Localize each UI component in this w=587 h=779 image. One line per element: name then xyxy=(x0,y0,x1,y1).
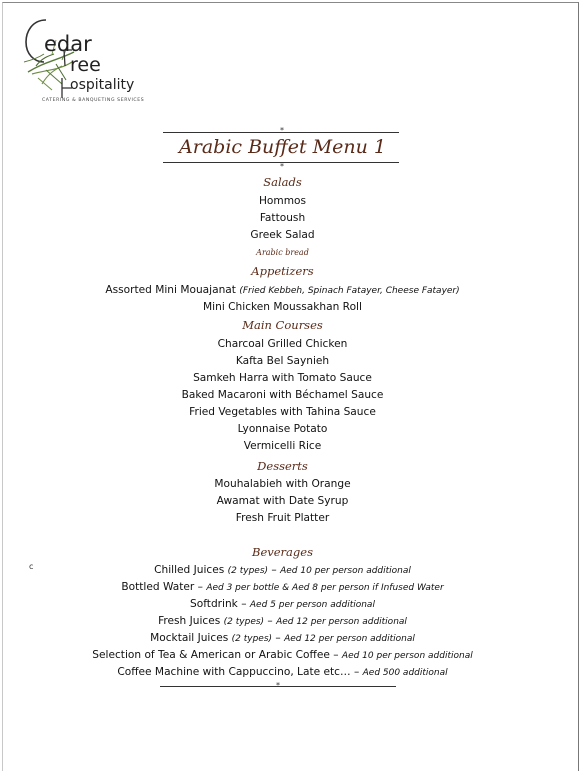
beverage-price: Aed 5 per person additional xyxy=(249,600,375,610)
appetizer-name: Assorted Mini Mouajanat xyxy=(105,284,236,296)
menu-title: Arabic Buffet Menu 1 xyxy=(179,136,386,158)
beverage-dash: – xyxy=(350,666,363,678)
appetizer-detail: (Fried Kebbeh, Spinach Fatayer, Cheese Fatayer) xyxy=(239,286,460,296)
beverage-qualifier: (2 types) xyxy=(231,634,273,644)
beverage-price: Aed 12 per person additional xyxy=(284,634,415,644)
beverage-name: Chilled Juices xyxy=(154,564,228,576)
beverage-price: Aed 12 per person additional xyxy=(276,617,407,627)
beverage-name: Softdrink xyxy=(190,598,238,610)
logo-word-tree: ree xyxy=(70,54,101,76)
logo-word-hospitality: ospitality xyxy=(70,77,135,93)
salad-item: Hommos xyxy=(258,195,307,207)
title-top-star: * xyxy=(280,126,284,135)
section-heading-desserts: Desserts xyxy=(257,459,308,473)
main-course-item: Baked Macaroni with Béchamel Sauce xyxy=(181,389,384,401)
appetizer-item xyxy=(0,301,565,313)
beverage-dash: – xyxy=(268,564,281,576)
beverage-item xyxy=(0,598,565,610)
main-course-item: Lyonnaise Potato xyxy=(237,423,328,435)
appetizer-name: Mini Chicken Moussakhan Roll xyxy=(203,301,362,313)
section-heading-main-courses: Main Courses xyxy=(242,318,323,332)
beverage-item xyxy=(0,581,565,593)
beverage-name: Coffee Machine with Cappuccino, Late etc… xyxy=(117,666,351,678)
beverage-item xyxy=(0,666,565,678)
beverage-name: Selection of Tea & American or Arabic Coffee xyxy=(92,649,330,661)
beverage-dash: – xyxy=(329,649,342,661)
bottom-divider-star: * xyxy=(276,681,280,690)
main-course-item: Samkeh Harra with Tomato Sauce xyxy=(193,372,372,384)
main-course-item: Fried Vegetables with Tahina Sauce xyxy=(189,406,376,418)
main-course-item: Kafta Bel Saynieh xyxy=(235,355,330,367)
beverage-name: Mocktail Juices xyxy=(150,632,232,644)
beverage-dash: – xyxy=(264,615,277,627)
main-course-item: Vermicelli Rice xyxy=(243,440,322,452)
beverage-price: Aed 10 per person additional xyxy=(341,651,473,661)
dessert-item: Mouhalabieh with Orange xyxy=(214,478,351,490)
beverage-name: Bottled Water xyxy=(121,581,195,593)
beverage-price: Aed 10 per person additional xyxy=(280,566,411,576)
salad-item: Greek Salad xyxy=(250,229,315,241)
beverage-qualifier: (2 types) xyxy=(223,617,265,627)
beverage-qualifier: (2 types) xyxy=(227,566,269,576)
section-heading-salads: Salads xyxy=(263,175,302,189)
title-bottom-star: * xyxy=(280,162,284,171)
dessert-item: Fresh Fruit Platter xyxy=(235,512,330,524)
company-logo xyxy=(22,14,162,106)
beverage-item xyxy=(0,632,565,644)
beverage-price: Aed 500 additional xyxy=(362,668,448,678)
appetizer-item xyxy=(0,284,565,296)
beverage-dash: – xyxy=(194,581,207,593)
logo-word-cedar: edar xyxy=(44,32,92,56)
beverage-item xyxy=(0,564,565,576)
salads-bread-note: Arabic bread xyxy=(256,248,309,257)
salad-item: Fattoush xyxy=(259,212,306,224)
beverage-dash: – xyxy=(272,632,285,644)
logo-tagline: CATERING & BANQUETING SERVICES xyxy=(42,98,145,103)
stray-mark: c xyxy=(29,562,34,571)
beverage-name: Fresh Juices xyxy=(158,615,224,627)
beverage-price: Aed 3 per bottle & Aed 8 per person if Infused Water xyxy=(206,583,444,593)
beverage-item xyxy=(0,649,565,661)
dessert-item: Awamat with Date Syrup xyxy=(216,495,349,507)
section-heading-appetizers: Appetizers xyxy=(251,264,314,278)
main-course-item: Charcoal Grilled Chicken xyxy=(217,338,348,350)
beverage-dash: – xyxy=(237,598,250,610)
section-heading-beverages: Beverages xyxy=(252,545,313,559)
beverage-item xyxy=(0,615,565,627)
